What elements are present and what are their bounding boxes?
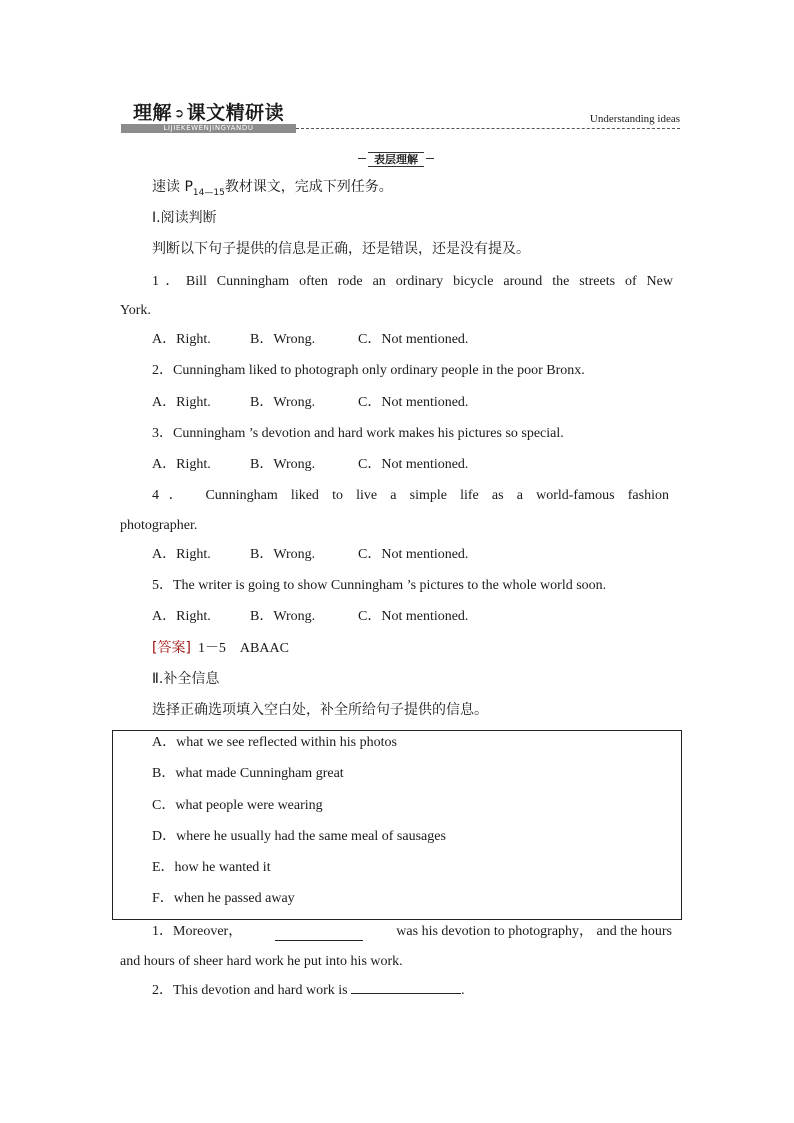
answer-line [152, 639, 289, 658]
fill-item-1-line1 [152, 923, 672, 941]
header-title-right: 课文精研读 [186, 102, 285, 124]
part1-heading: Ⅰ.阅读判断 [152, 210, 217, 226]
header-title-left: 理解 [133, 102, 173, 124]
answer-text: 1－5 ABAAC [197, 641, 289, 656]
answer-tag: [答案] [152, 640, 191, 656]
q5-option-c: C．Not mentioned. [358, 609, 469, 624]
q4-option-b: B．Wrong. [250, 547, 316, 562]
q4-option-c: C．Not mentioned. [358, 547, 469, 562]
question-5-line1: 5．The writer is going to show Cunningham ’s pictures to the whole world soon. [152, 578, 607, 593]
intro-suffix: 教材课文，完成下列任务。 [224, 179, 393, 195]
choice-e: E．how he wanted it [152, 860, 271, 875]
q3-option-a: A．Right. [152, 457, 211, 472]
header-divider [296, 128, 680, 129]
header-english: Understanding ideas [589, 113, 680, 125]
section-label: 表层理解 [368, 152, 424, 167]
question-4-line2: photographer. [120, 518, 198, 533]
header-pinyin: LIJIEKEWENJINGYANDU [121, 124, 296, 133]
intro-page-range: 14—15 [192, 187, 225, 198]
choice-f: F．when he passed away [152, 891, 295, 906]
choice-a: A．what we see reflected within his photos [152, 735, 397, 750]
q5-option-b: B．Wrong. [250, 609, 316, 624]
q3-option-b: B．Wrong. [250, 457, 316, 472]
question-1-line2: York. [120, 303, 151, 318]
fill-item-1-line2: and hours of sheer hard work he put into his work. [120, 954, 403, 969]
q1-option-b: B．Wrong. [250, 332, 316, 347]
arrow-icon: ➲ [174, 106, 185, 120]
fill-item-1-pre: 1．Moreover， [152, 924, 243, 939]
question-4-line1: 4． Cunningham liked to live a simple life as a world-famous fashion [152, 488, 669, 503]
fill-blank-1[interactable] [275, 923, 363, 941]
q1-option-a: A．Right. [152, 332, 211, 347]
fill-item-2-post: . [461, 983, 465, 998]
question-3-line1: 3．Cunningham ’s devotion and hard work makes his pictures so special. [152, 426, 564, 441]
fill-blank-2[interactable] [351, 993, 461, 994]
q2-option-a: A．Right. [152, 395, 211, 410]
fill-item-2-line1 [152, 982, 465, 1000]
q2-option-b: B．Wrong. [250, 395, 316, 410]
header-title [133, 98, 284, 125]
choice-c: C．what people were wearing [152, 798, 323, 813]
fill-item-2-pre: 2．This devotion and hard work is [152, 983, 348, 998]
question-1-line1: 1．Bill Cunningham often rode an ordinary bicycle around the streets of New [152, 274, 673, 289]
q2-option-c: C．Not mentioned. [358, 395, 469, 410]
q4-option-a: A．Right. [152, 547, 211, 562]
choice-b: B．what made Cunningham great [152, 766, 344, 781]
q5-option-a: A．Right. [152, 609, 211, 624]
intro-prefix: 速读 P [152, 179, 193, 195]
q3-option-c: C．Not mentioned. [358, 457, 469, 472]
part1-instruction: 判断以下句子提供的信息是正确，还是错误，还是没有提及。 [152, 241, 530, 257]
part2-instruction: 选择正确选项填入空白处，补全所给句子提供的信息。 [152, 702, 488, 718]
intro-line [152, 178, 393, 202]
choice-d: D．where he usually had the same meal of sausages [152, 829, 446, 844]
part2-heading: Ⅱ.补全信息 [152, 671, 220, 687]
question-2-line1: 2．Cunningham liked to photograph only ordinary people in the poor Bronx. [152, 363, 585, 378]
fill-item-1-post: was his devotion to photography， and the hours [396, 924, 672, 939]
q1-option-c: C．Not mentioned. [358, 332, 469, 347]
